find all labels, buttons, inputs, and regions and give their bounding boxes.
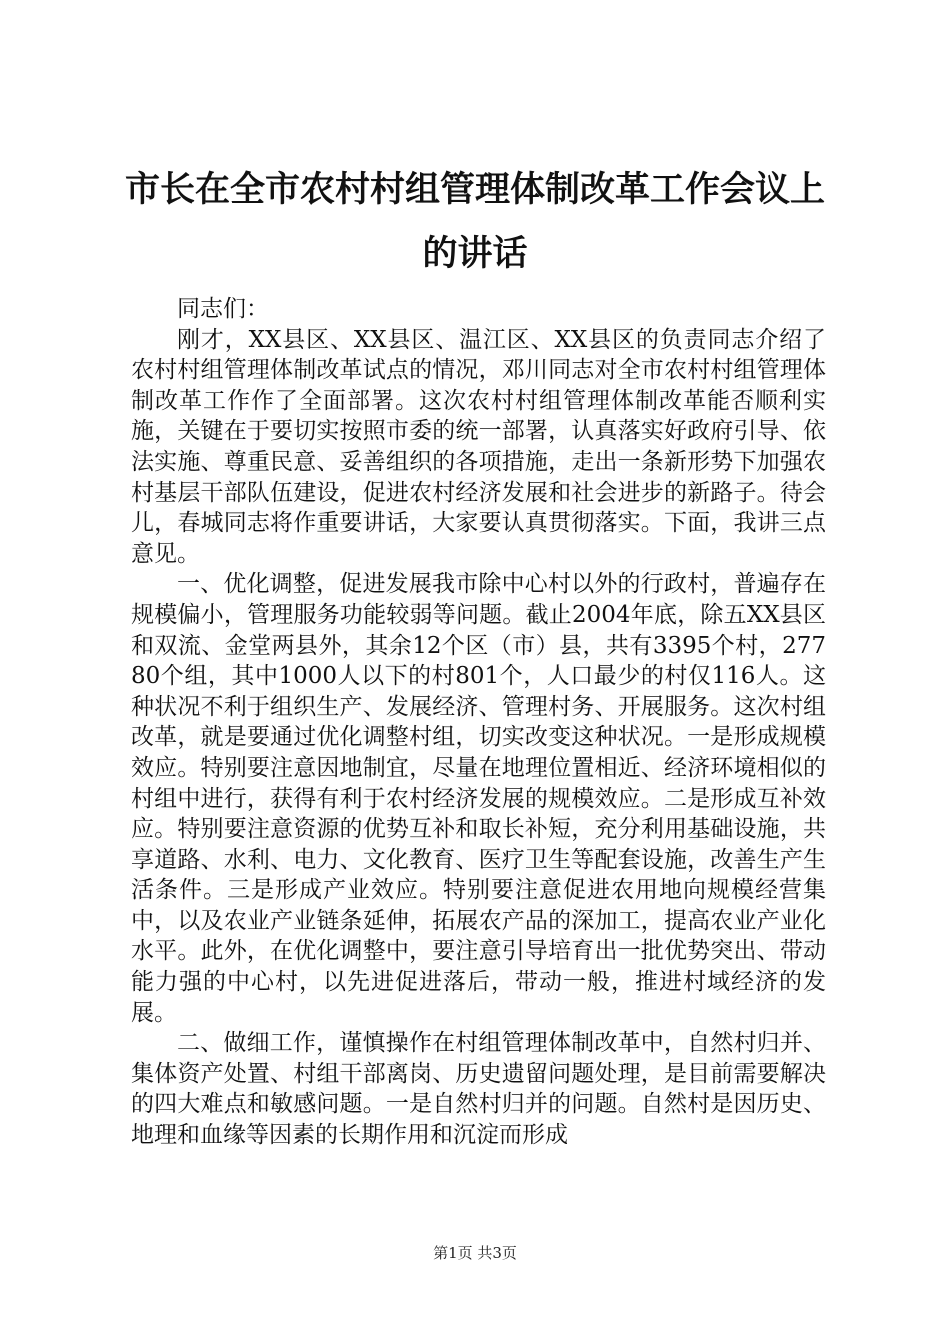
document-title bbox=[110, 158, 840, 286]
paragraph-2: 一、优化调整，促进发展我市除中心村以外的行政村，普遍存在规模偏小，管理服务功能较弱等问题。截止2004年底，除五XX县区和双流、金堂两县外，其余12个区（市）县，共有3395个村，27780个组，其中1000人以下的村801个，人口最少的村仅116人。这种状况不利于组织生产、发展经济、管理村务、开展服务。这次村组改革，就是要通过优化调整村组，切实改变这种状况。一是形成规模效应。特别要注意因地制宜，尽量在地理位置相近、经济环境相似的村组中进行，获得有利于农村经济发展的规模效应。二是形成互补效应。特别要注意资源的优势互补和取长补短，充分利用基础设施，共享道路、水利、电力、文化教育、医疗卫生等配套设施，改善生产生活条件。三是形成产业效应。特别要注意促进农用地向规模经营集中，以及农业产业链条延伸，拓展农产品的深加工，提高农业产业化水平。此外，在优化调整中，要注意引导培育出一批优势突出、带动能力强的中心村，以先进促进落后，带动一般，推进村域经济的发展。 bbox=[131, 571, 826, 1026]
document-body bbox=[131, 294, 826, 1151]
paragraph-1: 刚才，XX县区、XX县区、温江区、XX县区的负责同志介绍了农村村组管理体制改革试点的情况，邓川同志对全市农村村组管理体制改革工作作了全面部署。这次农村村组管理体制改革能否顺利实施，关键在于要切实按照市委的统一部署，认真落实好政府引导、依法实施、尊重民意、妥善组织的各项措施，走出一条新形势下加强农村基层干部队伍建设，促进农村经济发展和社会进步的新路子。待会儿，春城同志将作重要讲话，大家要认真贯彻落实。下面，我讲三点意见。 bbox=[131, 326, 826, 567]
title-line-1: 市长在全市农村村组管理体制改革工作会议上 bbox=[124, 170, 825, 210]
title-line-2: 的讲话 bbox=[422, 234, 528, 274]
salutation: 同志们： bbox=[177, 296, 269, 322]
paragraph-3: 二、做细工作，谨慎操作在村组管理体制改革中，自然村归并、集体资产处置、村组干部离岗、历史遗留问题处理，是目前需要解决的四大难点和敏感问题。一是自然村归并的问题。自然村是因历史、地理和血缘等因素的长期作用和沉淀而形成 bbox=[131, 1030, 826, 1149]
page-footer bbox=[0, 1243, 950, 1263]
page-number: 第1页 共3页 bbox=[433, 1244, 517, 1262]
